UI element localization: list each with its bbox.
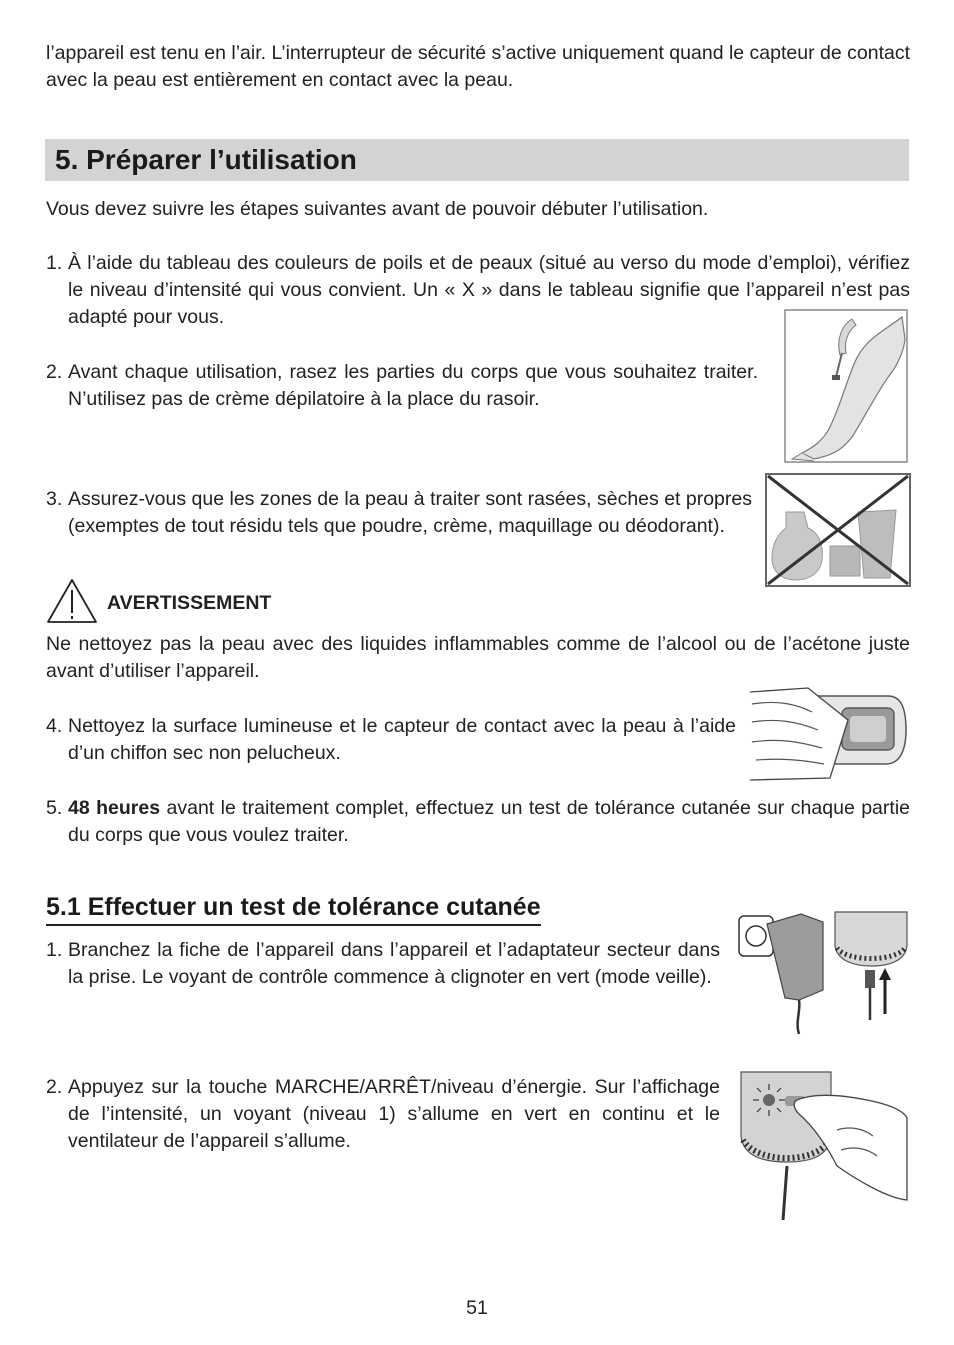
warning-text: Ne nettoyez pas la peau avec des liquides inflammables comme de l’alcool ou de l’acétone juste avant d’utiliser l’appareil.: [46, 633, 910, 682]
warning-header: [46, 578, 910, 624]
step-text: [68, 795, 910, 849]
step-text-rest: avant le traitement complet, effectuez un test de tolérance cutanée sur chaque partie du corps que vous voulez traiter.: [68, 797, 910, 846]
step-4: [46, 713, 736, 767]
shaving-leg-illustration: [784, 309, 908, 463]
step-text: Appuyez sur la touche MARCHE/ARRÊT/niveau d’énergie. Sur l’affichage de l’intensité, un voyant (niveau 1) s’allume en vert en continu et le ventilateur de l’appareil s’allume.: [68, 1076, 720, 1152]
step-text: Avant chaque utilisation, rasez les parties du corps que vous souhaitez traiter. N’utilisez pas de crème dépilatoire à la place du rasoir.: [68, 361, 758, 410]
subsection-title: 5.1 Effectuer un test de tolérance cutanée: [46, 890, 541, 926]
step-number: 1.: [46, 252, 63, 274]
step-number: 4.: [46, 715, 63, 737]
step-3: [46, 486, 752, 540]
step-2: [46, 359, 758, 413]
subsection-step-1: [46, 937, 720, 991]
step-5: [46, 795, 910, 849]
step-emphasis: 48 heures: [68, 797, 161, 819]
step-number: 5.: [46, 797, 63, 819]
subsection-step-2: [46, 1074, 720, 1155]
power-adapter-illustration: [737, 910, 909, 1036]
step-text: À l’aide du tableau des couleurs de poils et de peaux (situé au verso du mode d’emploi), vérifiez le niveau d’intensité qui vous convient. Un « X » dans le tableau signifie que l’appareil n’est pas adapté pour vous.: [68, 252, 910, 328]
step-text: Nettoyez la surface lumineuse et le capteur de contact avec la peau à l’aide d’un chiffon sec non pelucheux.: [68, 715, 736, 764]
step-text: Assurez-vous que les zones de la peau à traiter sont rasées, sèches et propres (exemptes de tout résidu tels que poudre, crème, maquillage ou déodorant).: [68, 488, 752, 537]
step-text: Branchez la fiche de l’appareil dans l’appareil et l’adaptateur secteur dans la prise. Le voyant de contrôle commence à clignoter en vert (mode veille).: [68, 939, 720, 988]
step-number: 2.: [46, 1076, 63, 1098]
warning-triangle-icon: [46, 578, 98, 624]
step-number: 1.: [46, 939, 63, 961]
intro-paragraph: l’appareil est tenu en l’air. L’interrupteur de sécurité s’active uniquement quand le capteur de contact avec la peau est entièrement en contact avec la peau.: [46, 42, 910, 91]
section-lead: Vous devez suivre les étapes suivantes avant de pouvoir débuter l’utilisation.: [46, 198, 709, 220]
step-number: 3.: [46, 488, 63, 510]
step-1: [46, 250, 910, 331]
warning-label: AVERTISSEMENT: [107, 592, 272, 614]
no-products-illustration: [764, 472, 912, 588]
subsection-heading: [46, 890, 541, 926]
power-button-illustration: [737, 1070, 909, 1222]
cleaning-device-illustration: [748, 686, 908, 782]
section-title: 5. Préparer l’utilisation: [55, 144, 357, 175]
page-number: 51: [466, 1297, 488, 1319]
step-number: 2.: [46, 361, 63, 383]
section-heading-bar: [45, 139, 909, 181]
